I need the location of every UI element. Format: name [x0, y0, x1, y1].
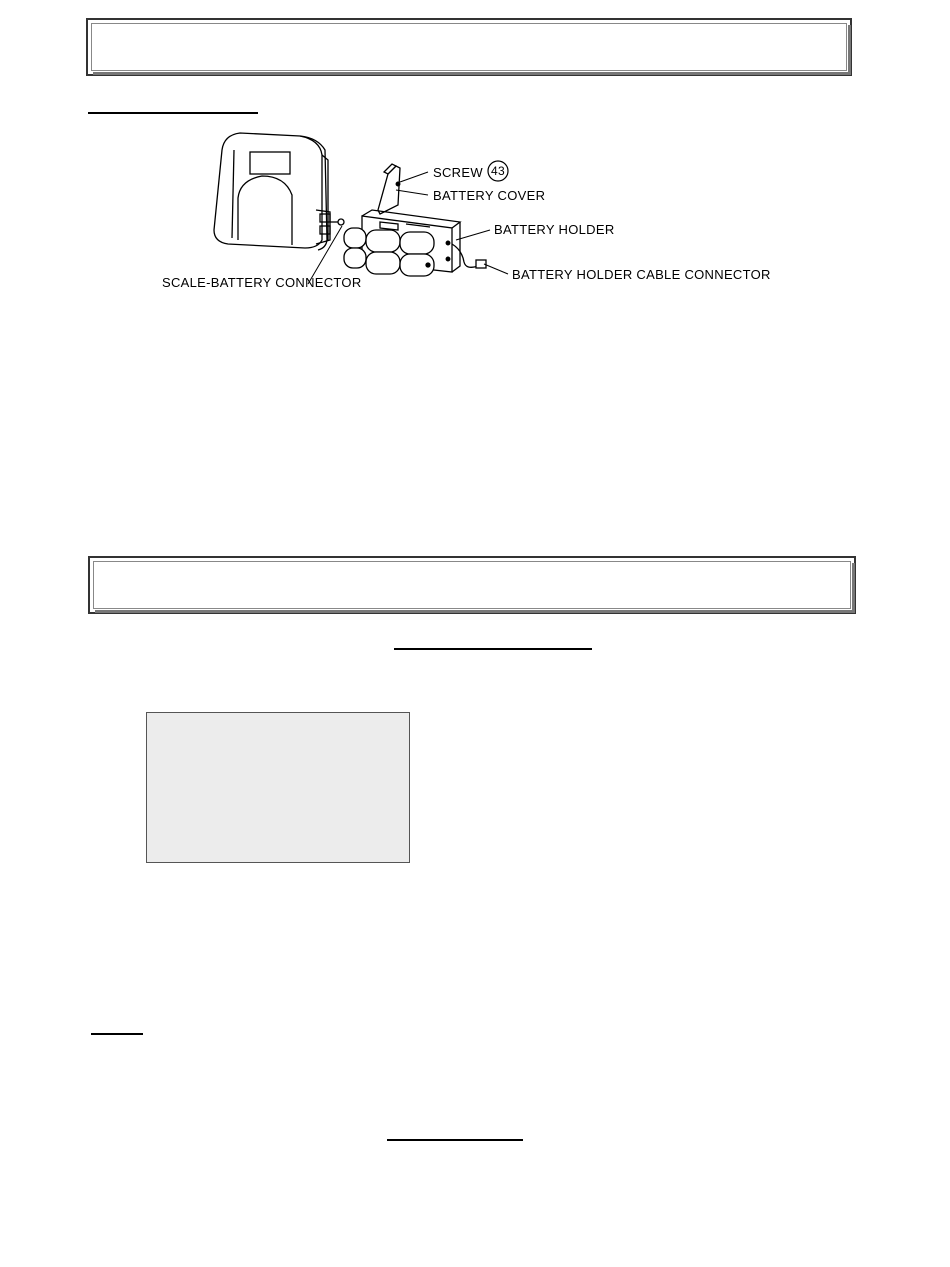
battery-cover-illustration — [378, 164, 400, 214]
note-underline — [91, 1033, 143, 1035]
scale-illustration — [214, 133, 344, 250]
screw-label: SCREW — [433, 165, 483, 180]
section-2-heading-box — [88, 556, 856, 614]
screw-number: 43 — [491, 164, 505, 178]
battery-diagram — [0, 0, 950, 320]
battery-cover-label: BATTERY COVER — [433, 188, 546, 203]
scale-connector-label: SCALE-BATTERY CONNECTOR — [162, 275, 362, 290]
section-2-subheading-underline — [394, 648, 592, 650]
cable-connector-label: BATTERY HOLDER CABLE CONNECTOR — [512, 267, 771, 282]
battery-holder-illustration — [344, 210, 486, 276]
footer-heading-underline — [387, 1139, 523, 1141]
display-panel — [146, 712, 410, 863]
battery-holder-label: BATTERY HOLDER — [494, 222, 615, 237]
